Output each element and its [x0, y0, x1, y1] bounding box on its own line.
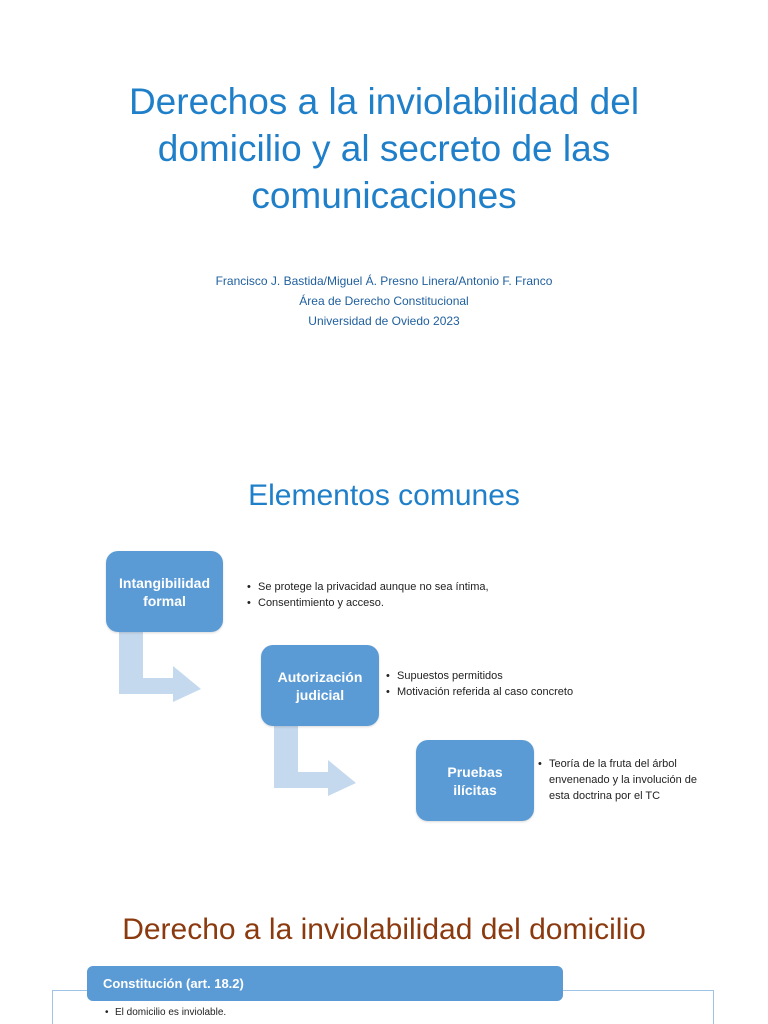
- list-item: • El domicilio es inviolable.: [105, 1006, 226, 1020]
- list-item: • Supuestos permitidos: [386, 668, 606, 684]
- step-box-intangibilidad: [106, 551, 223, 632]
- step-label-line: ilícitas: [453, 781, 497, 798]
- step-label-line: Autorización: [277, 668, 363, 685]
- list-item: • Se protege la privacidad aunque no sea íntima,: [247, 579, 547, 595]
- step-box-autorizacion: [261, 645, 379, 726]
- bent-arrow-icon: [272, 726, 358, 798]
- step-box-pruebas: [416, 740, 534, 821]
- title-line: Derechos a la inviolabilidad del: [128, 81, 640, 122]
- university-line: Universidad de Oviedo 2023: [308, 314, 460, 328]
- step-label-line: Intangibilidad: [119, 574, 210, 591]
- section-title-domicilio: Derecho a la inviolabilidad del domicilio: [122, 913, 646, 946]
- section-title-elementos: Elementos comunes: [248, 479, 520, 512]
- bent-arrow-icon: [117, 632, 203, 704]
- list-item: • Teoría de la fruta del árbol envenenado y la involución de esta doctrina por el TC: [538, 756, 698, 804]
- step-label-line: judicial: [295, 686, 345, 703]
- list-item: • Motivación referida al caso concreto: [386, 684, 606, 700]
- list-item: • Consentimiento y acceso.: [247, 595, 547, 611]
- constitution-bullets: [105, 1006, 226, 1020]
- presentation-title: [60, 78, 708, 219]
- authors-block: [60, 271, 708, 331]
- title-line: domicilio y al secreto de las: [157, 128, 611, 169]
- department-line: Área de Derecho Constitucional: [299, 294, 469, 308]
- step-bullets: [538, 756, 698, 804]
- step-bullets: [247, 579, 547, 611]
- title-line: comunicaciones: [251, 175, 517, 216]
- step-bullets: [386, 668, 606, 700]
- authors-line: Francisco J. Bastida/Miguel Á. Presno Linera/Antonio F. Franco: [215, 274, 553, 288]
- section-header-constitucion: Constitución (art. 18.2): [87, 966, 563, 1001]
- step-label-line: Pruebas: [447, 763, 503, 780]
- step-label-line: formal: [143, 592, 186, 609]
